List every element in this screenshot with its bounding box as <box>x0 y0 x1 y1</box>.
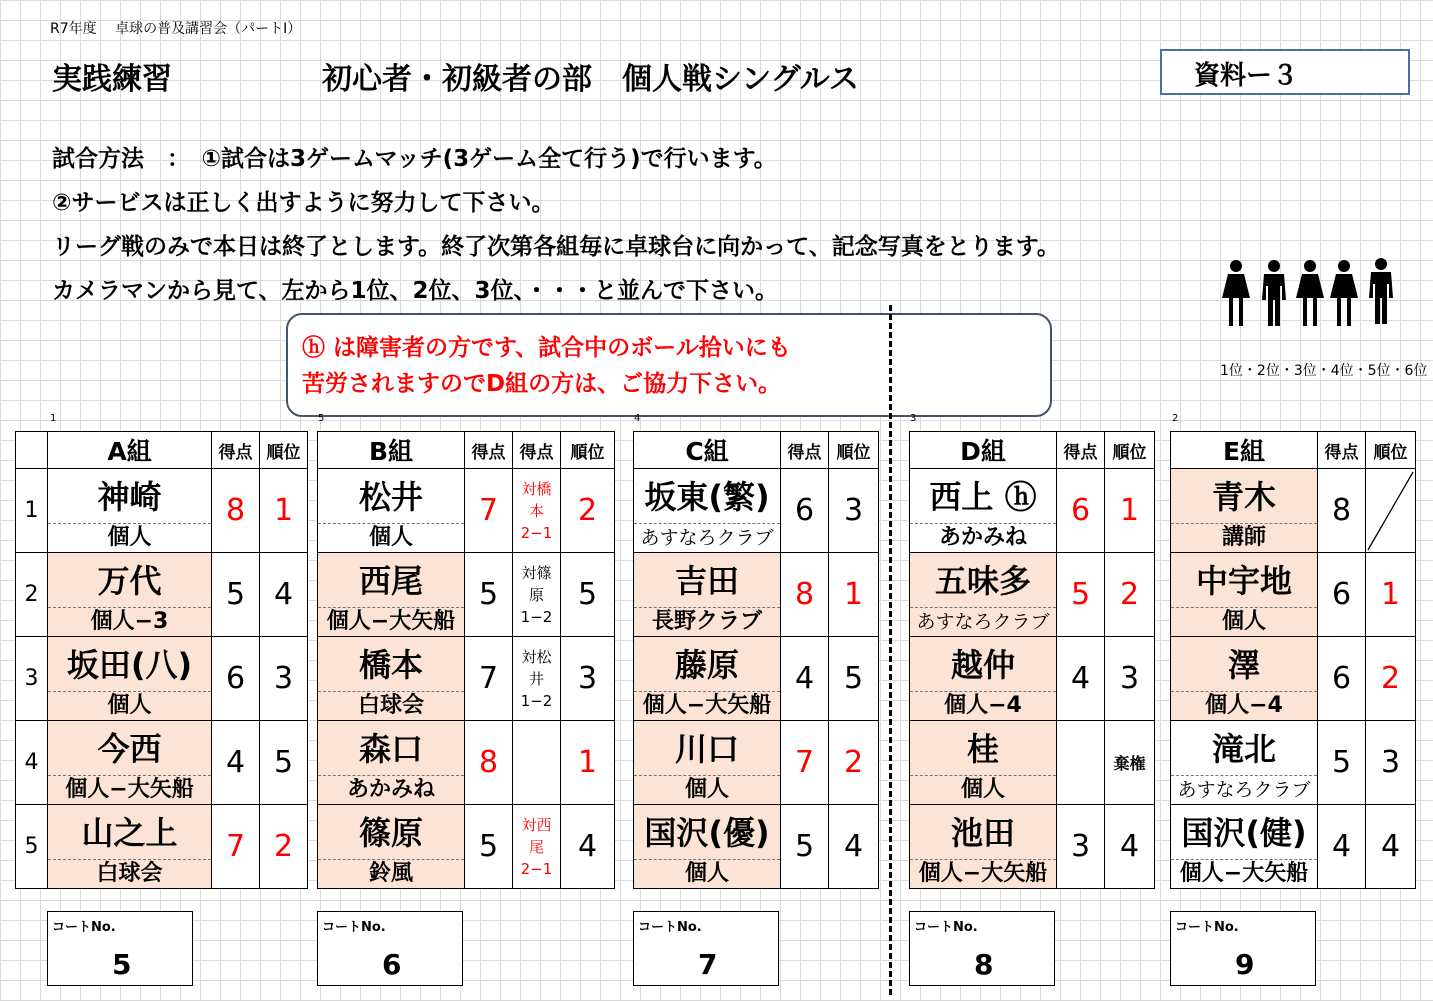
player-club: 個人 <box>368 525 413 550</box>
player-club: 個人−大矢船 <box>918 861 1048 886</box>
player-cell <box>910 469 1057 553</box>
score-cell: 5 <box>465 553 513 637</box>
player-name: 桂 <box>910 721 1056 776</box>
group-c-table <box>633 431 879 889</box>
score2-header: 得点 <box>513 432 561 469</box>
table-row <box>1171 721 1416 805</box>
court-number: 9 <box>1235 948 1255 981</box>
score-header: 得点 <box>1318 432 1366 469</box>
group-a-marker: 1 <box>50 413 57 424</box>
row-number: 2 <box>16 553 48 637</box>
player-name: 神崎 <box>48 469 211 524</box>
player-cell <box>318 637 465 721</box>
player-club: 鈴風 <box>368 861 413 886</box>
table-row <box>16 553 308 637</box>
player-cell <box>318 805 465 889</box>
player-cell <box>910 805 1057 889</box>
player-name: 中宇地 <box>1171 553 1317 608</box>
player-club: あすなろクラブ <box>916 611 1050 633</box>
group-name: E組 <box>1171 432 1318 469</box>
player-name: 今西 <box>48 721 211 776</box>
rank-header: 順位 <box>561 432 615 469</box>
player-club: 個人−大矢船 <box>326 609 456 634</box>
player-cell <box>48 637 212 721</box>
rank-cell: 3 <box>1105 637 1155 721</box>
group-name: D組 <box>910 432 1057 469</box>
rank-cell: 5 <box>260 721 308 805</box>
player-name: 西尾 <box>318 553 464 608</box>
rank-cell: 4 <box>561 805 615 889</box>
rank-header: 順位 <box>829 432 879 469</box>
score-header: 得点 <box>1057 432 1105 469</box>
court-label: コートNo. <box>1175 920 1239 935</box>
score-cell: 5 <box>1318 721 1366 805</box>
court-label: コートNo. <box>914 920 978 935</box>
player-club: 個人 <box>1221 609 1266 634</box>
player-name: 坂田(八) <box>48 637 211 692</box>
player-name: 松井 <box>318 469 464 524</box>
score-cell: 4 <box>781 637 829 721</box>
court-label: コートNo. <box>638 920 702 935</box>
score-cell: 3 <box>1057 805 1105 889</box>
player-name: 池田 <box>910 805 1056 860</box>
instruction-line-4: カメラマンから見て、左から1位、2位、3位、・・・と並んで下さい。 <box>52 278 779 304</box>
page-title: 初心者・初級者の部 個人戦シングルス <box>322 62 859 97</box>
player-name: 五味多 <box>910 553 1056 608</box>
tiebreak-note: 対篠 原 1−2 <box>513 553 561 637</box>
table-row <box>634 637 879 721</box>
rank-order-text: 1位・2位・3位・4位・5位・6位 <box>1220 363 1428 379</box>
court-box-a <box>47 911 193 986</box>
row-number: 3 <box>16 637 48 721</box>
table-row <box>634 805 879 889</box>
rank-cell: 4 <box>1105 805 1155 889</box>
court-number: 5 <box>112 948 132 981</box>
table-row <box>910 469 1155 553</box>
player-club: 個人−大矢船 <box>65 777 194 802</box>
score-cell: 6 <box>1318 637 1366 721</box>
player-name: 吉田 <box>634 553 780 608</box>
player-name: 万代 <box>48 553 211 608</box>
rank-cell: 4 <box>1366 805 1416 889</box>
score-header: 得点 <box>781 432 829 469</box>
player-cell <box>910 553 1057 637</box>
rank-header: 順位 <box>1366 432 1416 469</box>
player-cell <box>48 469 212 553</box>
score-cell: 4 <box>1057 637 1105 721</box>
group-name: B組 <box>318 432 465 469</box>
player-name: 橋本 <box>318 637 464 692</box>
divider-line <box>889 305 892 995</box>
group-name: A組 <box>48 432 212 469</box>
rank-header: 順位 <box>260 432 308 469</box>
corner-cell <box>16 432 48 469</box>
row-number: 5 <box>16 805 48 889</box>
table-row <box>318 469 615 553</box>
player-cell <box>634 637 781 721</box>
table-row <box>318 553 615 637</box>
rank-cell: 4 <box>829 805 879 889</box>
court-box-e <box>1170 911 1316 986</box>
table-row <box>318 637 615 721</box>
rank-cell: 4 <box>260 553 308 637</box>
rank-cell: 2 <box>561 469 615 553</box>
player-club: 個人 <box>107 525 152 550</box>
player-cell <box>1171 805 1318 889</box>
score-cell: 8 <box>1318 469 1366 553</box>
score-cell: 8 <box>465 721 513 805</box>
group-name: C組 <box>634 432 781 469</box>
group-e-marker: 2 <box>1172 413 1179 424</box>
court-box-b <box>317 911 463 986</box>
table-row <box>1171 805 1416 889</box>
table-row <box>1171 469 1416 553</box>
score-cell: 6 <box>212 637 260 721</box>
player-cell <box>1171 721 1318 805</box>
court-box-d <box>909 911 1055 986</box>
player-club: 個人 <box>684 861 729 886</box>
score-cell: 7 <box>212 805 260 889</box>
rank-cell: 3 <box>561 637 615 721</box>
table-row <box>318 805 615 889</box>
player-name: 篠原 <box>318 805 464 860</box>
table-row <box>910 553 1155 637</box>
instruction-line-2: ②サービスは正しく出すように努力して下さい。 <box>52 190 555 216</box>
score-header: 得点 <box>212 432 260 469</box>
player-cell <box>318 469 465 553</box>
score-cell: 4 <box>212 721 260 805</box>
rank-cell: 1 <box>1366 553 1416 637</box>
player-cell <box>910 721 1057 805</box>
score-cell: 5 <box>781 805 829 889</box>
rank-cell-slash <box>1366 469 1416 553</box>
player-name: 坂東(繁) <box>634 469 780 524</box>
rank-header: 順位 <box>1105 432 1155 469</box>
group-c-marker: 4 <box>634 413 641 424</box>
player-cell <box>48 553 212 637</box>
table-row <box>1171 553 1416 637</box>
player-club: 白球会 <box>357 693 424 718</box>
rank-cell: 3 <box>1366 721 1416 805</box>
player-club: あすなろクラブ <box>1177 779 1311 801</box>
player-name: 西上 ⓗ <box>910 469 1056 524</box>
court-number: 6 <box>382 948 402 981</box>
slash-mark <box>1366 470 1415 552</box>
score-cell: 7 <box>781 721 829 805</box>
score-cell: 6 <box>1318 553 1366 637</box>
withdrawal-cell: 棄権 <box>1105 721 1155 805</box>
table-row <box>634 721 879 805</box>
player-cell <box>48 721 212 805</box>
score-cell: 4 <box>1318 805 1366 889</box>
group-a-table <box>15 431 308 889</box>
court-label: コートNo. <box>52 920 116 935</box>
document-label-box <box>1160 49 1410 95</box>
table-row <box>16 721 308 805</box>
player-club: 個人 <box>107 693 152 718</box>
player-club: 個人−大矢船 <box>642 693 772 718</box>
player-cell <box>48 805 212 889</box>
player-cell <box>910 637 1057 721</box>
player-club: あすなろクラブ <box>640 527 774 549</box>
player-club: あかみね <box>346 777 435 802</box>
player-name: 越仲 <box>910 637 1056 692</box>
player-name: 藤原 <box>634 637 780 692</box>
player-club: 個人−4 <box>944 693 1022 718</box>
rank-cell: 1 <box>1105 469 1155 553</box>
player-cell <box>634 721 781 805</box>
table-row <box>910 637 1155 721</box>
court-number: 8 <box>974 948 994 981</box>
score-header: 得点 <box>465 432 513 469</box>
player-name: 山之上 <box>48 805 211 860</box>
header-note: R7年度 卓球の普及講習会（パートⅠ） <box>50 21 302 37</box>
score-cell: 8 <box>781 553 829 637</box>
player-name: 青木 <box>1171 469 1317 524</box>
player-name: 川口 <box>634 721 780 776</box>
rank-cell: 2 <box>260 805 308 889</box>
group-d-table <box>909 431 1155 889</box>
rank-cell: 1 <box>829 553 879 637</box>
player-cell <box>634 553 781 637</box>
player-club: 個人−大矢船 <box>1179 861 1309 886</box>
player-name: 滝北 <box>1171 721 1317 776</box>
rank-cell: 1 <box>260 469 308 553</box>
player-cell <box>634 469 781 553</box>
score-cell: 6 <box>1057 469 1105 553</box>
score-cell: 7 <box>465 469 513 553</box>
player-cell <box>318 721 465 805</box>
notice-box <box>286 313 1052 417</box>
tiebreak-note <box>513 721 561 805</box>
table-row <box>16 637 308 721</box>
group-d-marker: 3 <box>910 413 917 424</box>
group-e-table <box>1170 431 1416 889</box>
score-cell: 5 <box>212 553 260 637</box>
rank-cell: 2 <box>1366 637 1416 721</box>
player-cell <box>318 553 465 637</box>
player-cell <box>634 805 781 889</box>
table-row <box>634 553 879 637</box>
rank-cell: 5 <box>829 637 879 721</box>
player-name: 国沢(優) <box>634 805 780 860</box>
player-name: 澤 <box>1171 637 1317 692</box>
player-club: 個人−4 <box>1205 693 1283 718</box>
row-number: 1 <box>16 469 48 553</box>
player-cell <box>1171 637 1318 721</box>
player-cell <box>1171 553 1318 637</box>
player-club: 白球会 <box>96 861 163 886</box>
score-cell: 5 <box>1057 553 1105 637</box>
instruction-line-3: リーグ戦のみで本日は終了とします。終了次第各組毎に卓球台に向かって、記念写真をとります。 <box>52 234 1060 260</box>
player-club: 講師 <box>1221 525 1266 550</box>
rank-cell: 5 <box>561 553 615 637</box>
tiebreak-note: 対西 尾 2−1 <box>513 805 561 889</box>
player-name: 国沢(健) <box>1171 805 1317 860</box>
player-club: 長野クラブ <box>651 609 762 634</box>
document-label: 資料ー３ <box>1194 61 1299 91</box>
people-icon <box>1218 258 1398 328</box>
court-box-c <box>633 911 779 986</box>
table-row <box>318 721 615 805</box>
table-row <box>634 469 879 553</box>
rank-cell: 2 <box>829 721 879 805</box>
player-club: 個人 <box>960 777 1005 802</box>
score-cell: 8 <box>212 469 260 553</box>
notice-line-2: 苦労されますのでD組の方は、ご協力下さい。 <box>302 371 782 397</box>
score-cell <box>1057 721 1105 805</box>
player-club: 個人−3 <box>90 609 169 634</box>
court-label: コートNo. <box>322 920 386 935</box>
rank-cell: 3 <box>260 637 308 721</box>
rank-cell: 2 <box>1105 553 1155 637</box>
rank-cell: 3 <box>829 469 879 553</box>
row-number: 4 <box>16 721 48 805</box>
instruction-line-1: 試合方法 ： ①試合は3ゲームマッチ(3ゲーム全て行う)で行います。 <box>52 146 777 172</box>
player-cell <box>1171 469 1318 553</box>
section-title: 実践練習 <box>52 62 172 97</box>
group-b-table <box>317 431 615 889</box>
court-number: 7 <box>698 948 718 981</box>
player-name: 森口 <box>318 721 464 776</box>
score-cell: 5 <box>465 805 513 889</box>
rank-cell: 1 <box>561 721 615 805</box>
table-row <box>1171 637 1416 721</box>
table-row <box>910 805 1155 889</box>
group-b-marker: 5 <box>318 413 325 424</box>
player-club: あかみね <box>938 525 1027 550</box>
table-row <box>910 721 1155 805</box>
player-club: 個人 <box>684 777 729 802</box>
tiebreak-note: 対松 井 1−2 <box>513 637 561 721</box>
table-row <box>16 469 308 553</box>
table-row <box>16 805 308 889</box>
score-cell: 7 <box>465 637 513 721</box>
notice-line-1: ⓗ は障害者の方です、試合中のボール拾いにも <box>302 335 791 361</box>
score-cell: 6 <box>781 469 829 553</box>
tiebreak-note: 対橋 本 2−1 <box>513 469 561 553</box>
